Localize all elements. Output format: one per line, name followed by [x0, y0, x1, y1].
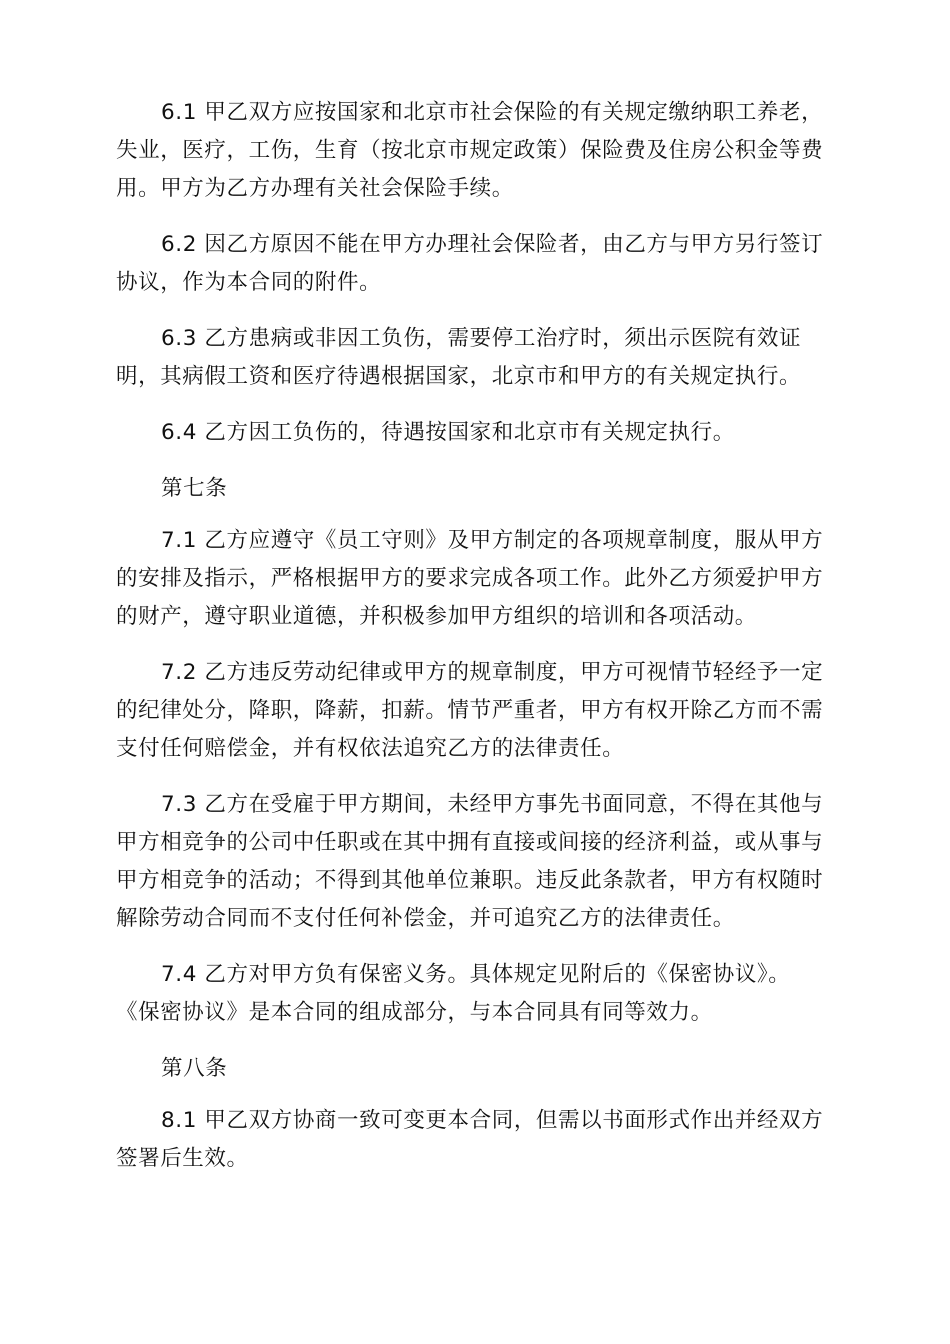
clause-line: 6.2 因乙方原因不能在甲方办理社会保险者，由乙方与甲方另行签订 — [161, 232, 824, 257]
clause-line: 8.1 甲乙双方协商一致可变更本合同，但需以书面形式作出并经双方 — [161, 1108, 824, 1133]
article-7-heading — [116, 470, 832, 508]
clause-line: 签署后生效。 — [116, 1146, 249, 1171]
clause-6-3 — [116, 320, 832, 396]
clause-7-2 — [116, 654, 832, 768]
clause-6-1 — [116, 94, 832, 208]
clause-line: 6.3 乙方患病或非因工负伤，需要停工治疗时，须出示医院有效证 — [161, 326, 802, 351]
clause-line: 6.4 乙方因工负伤的，待遇按国家和北京市有关规定执行。 — [161, 420, 735, 445]
clause-6-2 — [116, 226, 832, 302]
clause-7-4 — [116, 956, 832, 1032]
clause-line: 的财产，遵守职业道德，并积极参加甲方组织的培训和各项活动。 — [116, 604, 757, 629]
clause-line: 甲方相竞争的活动；不得到其他单位兼职。违反此条款者，甲方有权随时 — [116, 868, 824, 893]
clause-line: 的安排及指示，严格根据甲方的要求完成各项工作。此外乙方须爱护甲方 — [116, 566, 824, 591]
article-8-heading — [116, 1050, 832, 1088]
clause-line: 明，其病假工资和医疗待遇根据国家，北京市和甲方的有关规定执行。 — [116, 364, 802, 389]
clause-line: 的纪律处分，降职，降薪，扣薪。情节严重者，甲方有权开除乙方而不需 — [116, 698, 824, 723]
clause-line: 支付任何赔偿金，并有权依法追究乙方的法律责任。 — [116, 736, 625, 761]
clause-7-1 — [116, 522, 832, 636]
clause-line: 6.1 甲乙双方应按国家和北京市社会保险的有关规定缴纳职工养老， — [161, 100, 824, 125]
clause-6-4 — [116, 414, 832, 452]
clause-line: 《保密协议》是本合同的组成部分，与本合同具有同等效力。 — [116, 1000, 713, 1025]
article-heading-text: 第七条 — [161, 476, 228, 501]
article-heading-text: 第八条 — [161, 1056, 228, 1081]
clause-7-3 — [116, 786, 832, 938]
clause-line: 7.3 乙方在受雇于甲方期间，未经甲方事先书面同意，不得在其他与 — [161, 792, 824, 817]
clause-8-1 — [116, 1102, 832, 1178]
clause-line: 甲方相竞争的公司中任职或在其中拥有直接或间接的经济利益，或从事与 — [116, 830, 824, 855]
clause-line: 7.1 乙方应遵守《员工守则》及甲方制定的各项规章制度，服从甲方 — [161, 528, 824, 553]
clause-line: 协议，作为本合同的附件。 — [116, 270, 382, 295]
clause-line: 7.2 乙方违反劳动纪律或甲方的规章制度，甲方可视情节轻经予一定 — [161, 660, 824, 685]
clause-line: 用。甲方为乙方办理有关社会保险手续。 — [116, 176, 514, 201]
document-page — [116, 94, 832, 1196]
clause-line: 解除劳动合同而不支付任何补偿金，并可追究乙方的法律责任。 — [116, 906, 735, 931]
clause-line: 失业，医疗，工伤，生育（按北京市规定政策）保险费及住房公积金等费 — [116, 138, 824, 163]
clause-line: 7.4 乙方对甲方负有保密义务。具体规定见附后的《保密协议》。 — [161, 962, 791, 987]
